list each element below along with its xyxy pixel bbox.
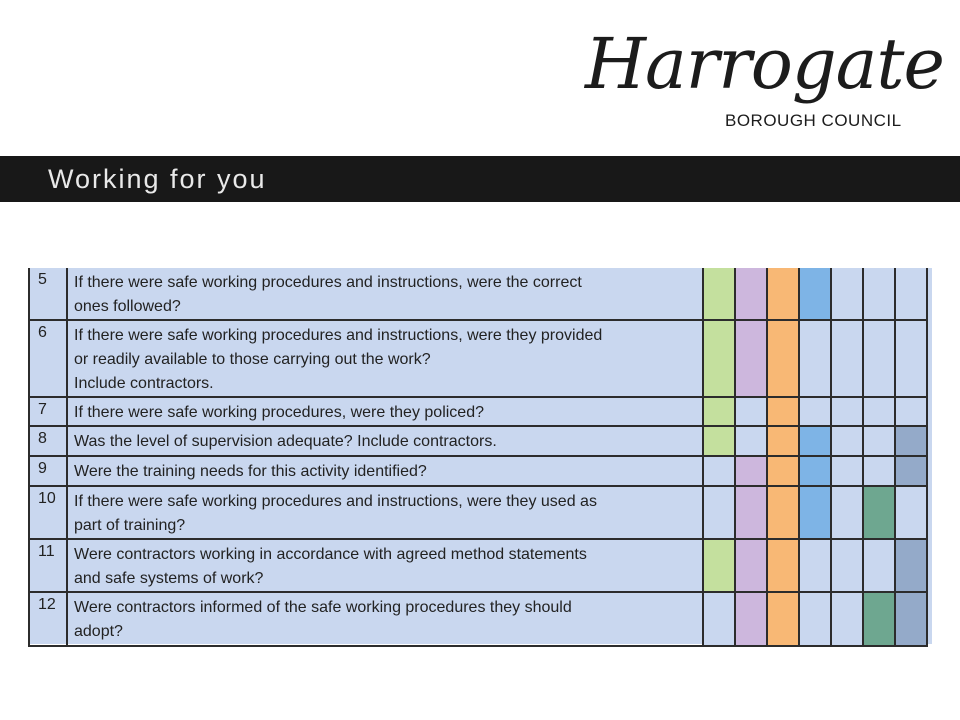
question-cell: [67, 456, 703, 486]
color-cell: [895, 397, 927, 426]
color-cell: [735, 268, 767, 320]
color-cell: [863, 397, 895, 426]
council-logo: [585, 18, 945, 138]
color-cell: [863, 320, 895, 397]
banner-text: Working for you: [48, 164, 267, 194]
question-line: Were contractors informed of the safe working procedures they should: [74, 599, 572, 616]
question-line: If there were safe working procedures, were they policed?: [74, 404, 484, 421]
row-number: 7: [29, 397, 67, 426]
color-cell: [831, 426, 863, 456]
color-cell: [703, 539, 735, 592]
question-line: Include contractors.: [74, 375, 214, 392]
color-cell: [799, 268, 831, 320]
question-cell: [67, 397, 703, 426]
color-cell: [895, 426, 927, 456]
question-line: If there were safe working procedures and instructions, were they provided: [74, 327, 603, 344]
question-cell: [67, 539, 703, 592]
color-cell: [863, 539, 895, 592]
color-cell: [799, 592, 831, 646]
question-line: Were the training needs for this activity identified?: [74, 463, 427, 480]
color-cell: [863, 456, 895, 486]
color-cell: [703, 486, 735, 539]
color-cell: [831, 456, 863, 486]
table-row: [29, 320, 927, 397]
color-cell: [831, 397, 863, 426]
banner: [0, 156, 960, 202]
color-cell: [703, 426, 735, 456]
color-cell: [735, 539, 767, 592]
color-cell: [895, 592, 927, 646]
question-line: If there were safe working procedures and instructions, were the correct: [74, 274, 582, 291]
color-cell: [831, 592, 863, 646]
question-line: adopt?: [74, 623, 123, 640]
color-cell: [735, 456, 767, 486]
question-line: and safe systems of work?: [74, 570, 264, 587]
question-cell: [67, 426, 703, 456]
color-cell: [767, 486, 799, 539]
checklist-table-wrap: [28, 268, 932, 644]
table-row: [29, 268, 927, 320]
checklist-table: [28, 268, 928, 647]
color-cell: [767, 426, 799, 456]
table-row: [29, 539, 927, 592]
table-row: [29, 592, 927, 646]
row-number: 5: [29, 268, 67, 320]
color-cell: [895, 486, 927, 539]
table-row: [29, 426, 927, 456]
color-cell: [799, 539, 831, 592]
table-row: [29, 486, 927, 539]
color-cell: [799, 320, 831, 397]
question-line: or readily available to those carrying out the work?: [74, 351, 431, 368]
color-cell: [863, 486, 895, 539]
question-line: Were contractors working in accordance with agreed method statements: [74, 546, 587, 563]
color-cell: [799, 426, 831, 456]
color-cell: [863, 268, 895, 320]
color-cell: [703, 592, 735, 646]
color-cell: [831, 539, 863, 592]
color-cell: [767, 268, 799, 320]
color-cell: [703, 397, 735, 426]
question-cell: [67, 592, 703, 646]
question-line: Was the level of supervision adequate? Include contractors.: [74, 433, 497, 450]
color-cell: [767, 320, 799, 397]
logo-script-text: Harrogate: [585, 23, 944, 105]
row-number: 9: [29, 456, 67, 486]
color-cell: [767, 592, 799, 646]
color-cell: [735, 320, 767, 397]
row-number: 11: [29, 539, 67, 592]
color-cell: [735, 426, 767, 456]
row-number: 6: [29, 320, 67, 397]
color-cell: [703, 456, 735, 486]
row-number: 8: [29, 426, 67, 456]
checklist-table-body: [29, 268, 927, 646]
color-cell: [895, 268, 927, 320]
color-cell: [831, 320, 863, 397]
color-cell: [831, 486, 863, 539]
color-cell: [767, 539, 799, 592]
logo-subtitle: BOROUGH COUNCIL: [725, 111, 902, 130]
color-cell: [895, 456, 927, 486]
color-cell: [799, 486, 831, 539]
color-cell: [703, 320, 735, 397]
color-cell: [863, 426, 895, 456]
color-cell: [895, 539, 927, 592]
color-cell: [735, 397, 767, 426]
table-row: [29, 397, 927, 426]
table-row: [29, 456, 927, 486]
row-number: 12: [29, 592, 67, 646]
color-cell: [767, 456, 799, 486]
color-cell: [831, 268, 863, 320]
color-cell: [863, 592, 895, 646]
question-cell: [67, 320, 703, 397]
color-cell: [703, 268, 735, 320]
question-line: If there were safe working procedures and instructions, were they used as: [74, 493, 597, 510]
color-cell: [799, 397, 831, 426]
question-line: ones followed?: [74, 298, 181, 315]
color-cell: [735, 592, 767, 646]
question-cell: [67, 268, 703, 320]
question-line: part of training?: [74, 517, 186, 534]
color-cell: [767, 397, 799, 426]
color-cell: [735, 486, 767, 539]
color-cell: [895, 320, 927, 397]
color-cell: [799, 456, 831, 486]
row-number: 10: [29, 486, 67, 539]
question-cell: [67, 486, 703, 539]
